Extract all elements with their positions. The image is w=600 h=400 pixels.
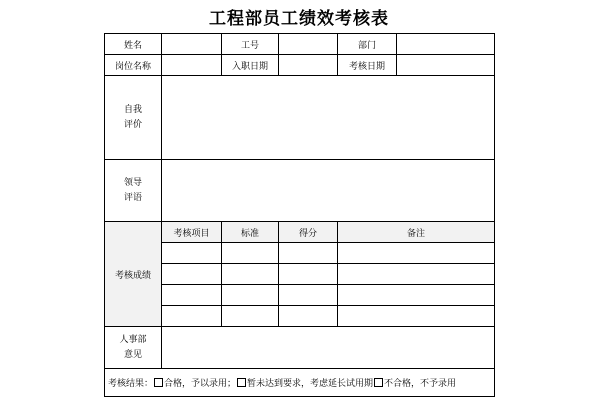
- department-cell[interactable]: [397, 34, 495, 55]
- score-section-label: 考核成绩: [105, 222, 162, 327]
- score-value-cell[interactable]: [279, 306, 338, 327]
- score-header-item: 考核项目: [162, 222, 222, 243]
- leader-comment-row: [105, 160, 495, 222]
- self-evaluation-label: 自我 评价: [105, 76, 162, 160]
- score-row: [105, 285, 495, 306]
- score-item-cell[interactable]: [162, 243, 222, 264]
- score-row: [105, 264, 495, 285]
- hr-opinion-cell[interactable]: [162, 327, 495, 369]
- hire-date-label: 入职日期: [222, 55, 279, 76]
- name-cell[interactable]: [162, 34, 222, 55]
- form-title: 工程部员工绩效考核表: [209, 9, 389, 29]
- department-label: 部门: [338, 34, 397, 55]
- review-date-cell[interactable]: [397, 55, 495, 76]
- score-standard-cell[interactable]: [222, 285, 279, 306]
- review-date-label: 考核日期: [338, 55, 397, 76]
- score-item-cell[interactable]: [162, 306, 222, 327]
- fail-checkbox[interactable]: [374, 378, 383, 387]
- employee-id-label: 工号: [222, 34, 279, 55]
- pass-checkbox[interactable]: [154, 378, 163, 387]
- score-remark-cell[interactable]: [338, 243, 495, 264]
- score-value-cell[interactable]: [279, 285, 338, 306]
- fail-option-label: 不合格，不予录用: [384, 379, 457, 389]
- score-header-score: 得分: [279, 222, 338, 243]
- name-label: 姓名: [105, 34, 162, 55]
- score-value-cell[interactable]: [279, 243, 338, 264]
- score-standard-cell[interactable]: [222, 306, 279, 327]
- result-cell: [105, 369, 495, 397]
- self-evaluation-row: [105, 76, 495, 160]
- position-cell[interactable]: [162, 55, 222, 76]
- info-row-2: [105, 55, 495, 76]
- extend-option-label: 暂未达到要求，考虑延长试用期: [247, 379, 374, 389]
- score-item-cell[interactable]: [162, 285, 222, 306]
- leader-comment-cell[interactable]: [162, 160, 495, 222]
- self-evaluation-cell[interactable]: [162, 76, 495, 160]
- leader-comment-label: 领导 评语: [105, 160, 162, 222]
- employee-id-cell[interactable]: [279, 34, 338, 55]
- score-remark-cell[interactable]: [338, 306, 495, 327]
- extend-checkbox[interactable]: [237, 378, 246, 387]
- hire-date-cell[interactable]: [279, 55, 338, 76]
- position-label: 岗位名称: [105, 55, 162, 76]
- score-value-cell[interactable]: [279, 264, 338, 285]
- score-header-remark: 备注: [338, 222, 495, 243]
- score-header-row: [105, 222, 495, 243]
- result-row: [105, 369, 495, 397]
- score-header-standard: 标准: [222, 222, 279, 243]
- score-item-cell[interactable]: [162, 264, 222, 285]
- hr-opinion-label: 人事部 意见: [105, 327, 162, 369]
- info-row-1: [105, 34, 495, 55]
- score-row: [105, 243, 495, 264]
- score-standard-cell[interactable]: [222, 264, 279, 285]
- score-row: [105, 306, 495, 327]
- result-prefix: 考核结果：: [108, 379, 154, 389]
- appraisal-form: [104, 0, 494, 398]
- hr-opinion-row: [105, 327, 495, 369]
- score-remark-cell[interactable]: [338, 264, 495, 285]
- score-standard-cell[interactable]: [222, 243, 279, 264]
- pass-option-label: 合格，予以录用；: [164, 379, 237, 389]
- score-remark-cell[interactable]: [338, 285, 495, 306]
- appraisal-table: [104, 33, 495, 397]
